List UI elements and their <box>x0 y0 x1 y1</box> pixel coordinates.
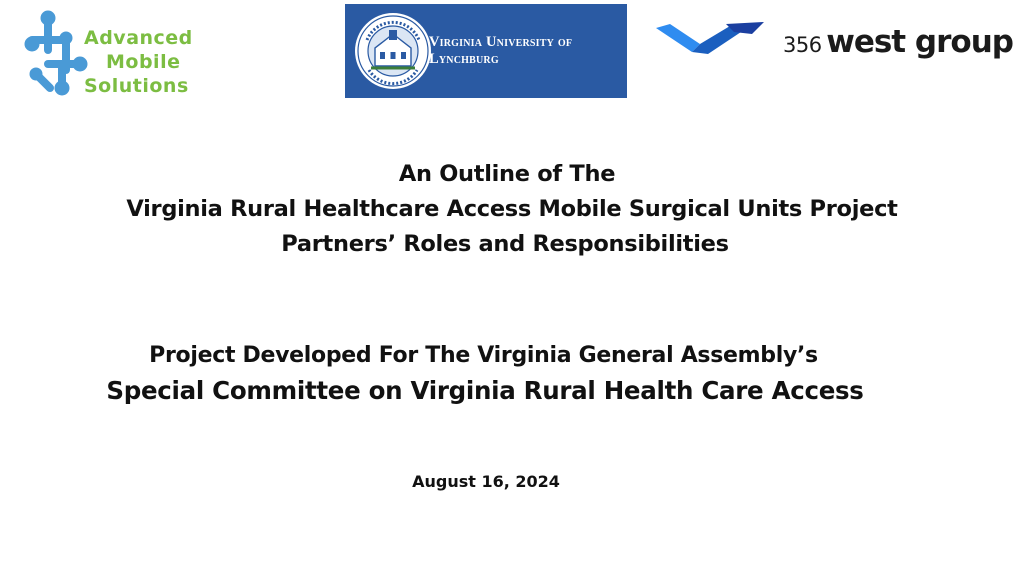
ams-wordmark <box>84 26 234 98</box>
ams-word-advanced: Advanced <box>84 27 193 49</box>
advanced-mobile-solutions-logo <box>22 8 232 98</box>
page-title <box>0 157 1024 262</box>
project-subtitle <box>0 340 970 408</box>
vul-wordmark <box>429 34 625 68</box>
project-line-1: Project Developed For The Virginia General Assembly’s <box>149 343 818 368</box>
virginia-university-of-lynchburg-logo <box>345 4 627 98</box>
title-line-1: An Outline of The <box>398 161 616 187</box>
356-west-group-logo <box>656 20 1016 70</box>
vul-name-line1: Virginia University of <box>429 34 573 50</box>
date-label: August 16, 2024 <box>412 472 560 491</box>
molecule-mark-icon <box>22 8 88 96</box>
west-group-wordmark <box>783 24 1013 60</box>
title-line-2: Virginia Rural Healthcare Access Mobile Surgical Units Project <box>126 196 898 222</box>
university-seal-icon <box>353 10 433 92</box>
ams-word-solutions: Solutions <box>84 75 189 97</box>
title-line-3: Partners’ Roles and Responsibilities <box>281 231 729 257</box>
ams-word-mobile: Mobile <box>106 51 181 73</box>
project-line-2: Special Committee on Virginia Rural Health Care Access <box>106 376 864 405</box>
west-group-number: 356 <box>783 33 822 57</box>
vul-name-line2: Lynchburg <box>429 51 499 67</box>
west-group-name: west group <box>826 24 1013 60</box>
chevron-mark-icon <box>656 22 766 56</box>
